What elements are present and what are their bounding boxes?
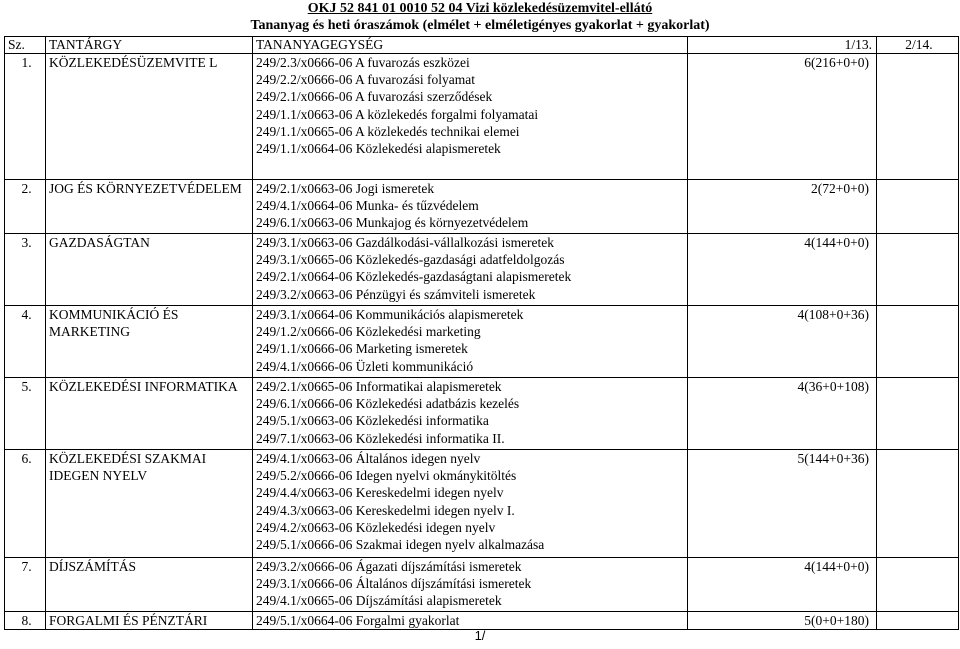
- row-total-hours: 5(144+0+36): [688, 450, 877, 558]
- row-total-hours: 2(72+0+0): [688, 180, 877, 234]
- page-number: 1/: [474, 628, 486, 643]
- module-item: 249/1.2/x0666-06 Közlekedési marketing: [256, 324, 481, 340]
- table-row: [5, 306, 959, 378]
- table-row: [5, 558, 959, 612]
- module-item: 249/6.1/x0663-06 Munkajog és környezetvédelem: [256, 215, 529, 231]
- header-col14: 2/14.: [877, 37, 959, 54]
- table-row: [5, 378, 959, 450]
- row-modules: [253, 306, 688, 378]
- header-col13: 1/13.: [688, 37, 877, 54]
- header-num: Sz.: [5, 37, 46, 54]
- module-item: 249/3.2/x0666-06 Ágazati díjszámítási ismeretek: [256, 559, 522, 574]
- module-item: 249/4.1/x0663-06 Általános idegen nyelv: [256, 451, 481, 466]
- module-item: 249/1.1/x0663-06 A közlekedés forgalmi folyamatai: [256, 106, 539, 122]
- row-col14: [877, 558, 959, 612]
- module-item: 249/2.1/x0663-06 Jogi ismeretek: [256, 181, 435, 196]
- row-col14: [877, 180, 959, 234]
- module-item: 249/2.1/x0664-06 Közlekedés-gazdaságtani alapismeretek: [256, 269, 572, 285]
- row-number: 7.: [5, 558, 46, 612]
- row-subject: FORGALMI ÉS PÉNZTÁRI: [46, 612, 253, 630]
- module-item: 249/4.2/x0663-06 Közlekedési idegen nyelv: [256, 519, 496, 535]
- row-col14: [877, 378, 959, 450]
- row-modules: [253, 180, 688, 234]
- row-number: 1.: [5, 54, 46, 180]
- row-subject: KÖZLEKEDÉSÜZEMVITE L: [46, 54, 253, 180]
- table-header-row: [5, 37, 959, 54]
- document-title: OKJ 52 841 01 0010 52 04 Vizi közlekedésüzemvitel-ellátó: [307, 1, 653, 16]
- table-body: [5, 54, 959, 630]
- module-item: 249/5.1/x0666-06 Szakmai idegen nyelv alkalmazása: [256, 537, 545, 553]
- row-col14: [877, 612, 959, 630]
- module-item: 249/3.2/x0663-06 Pénzügyi és számviteli ismeretek: [256, 286, 536, 302]
- module-item: 249/5.1/x0664-06 Forgalmi gyakorlat: [256, 613, 460, 628]
- module-item: 249/6.1/x0666-06 Közlekedési adatbázis kezelés: [256, 396, 520, 412]
- module-item: 249/5.2/x0666-06 Idegen nyelvi okmánykitöltés: [256, 468, 517, 484]
- table-row: [5, 450, 959, 558]
- module-item: 249/1.1/x0664-06 Közlekedési alapismeretek: [256, 141, 501, 157]
- header-modules: TANANYAGEGYSÉG: [253, 37, 688, 54]
- row-modules: [253, 558, 688, 612]
- row-subject: DÍJSZÁMÍTÁS: [46, 558, 253, 612]
- row-total-hours: 4(144+0+0): [688, 558, 877, 612]
- module-item: 249/4.1/x0666-06 Üzleti kommunikáció: [256, 358, 474, 374]
- row-total-hours: 4(108+0+36): [688, 306, 877, 378]
- table-row: [5, 54, 959, 180]
- module-item: 249/3.1/x0666-06 Általános díjszámítási ismeretek: [256, 576, 532, 592]
- module-item: 249/3.1/x0665-06 Közlekedés-gazdasági adatfeldolgozás: [256, 252, 565, 268]
- module-item: 249/2.3/x0666-06 A fuvarozás eszközei: [256, 55, 470, 70]
- module-item: 249/4.1/x0664-06 Munka- és tűzvédelem: [256, 198, 479, 214]
- row-total-hours: 4(144+0+0): [688, 234, 877, 306]
- module-item: 249/2.2/x0666-06 A fuvarozási folyamat: [256, 72, 475, 88]
- row-number: 8.: [5, 612, 46, 630]
- module-item: 249/5.1/x0663-06 Közlekedési informatika: [256, 413, 489, 429]
- module-item: 249/3.1/x0663-06 Gazdálkodási-vállalkozási ismeretek: [256, 235, 555, 250]
- module-item: 249/4.4/x0663-06 Kereskedelmi idegen nyelv: [256, 485, 504, 501]
- row-modules: [253, 234, 688, 306]
- row-number: 5.: [5, 378, 46, 450]
- row-subject: KOMMUNIKÁCIÓ ÉS MARKETING: [46, 306, 253, 378]
- module-item: 249/2.1/x0666-06 A fuvarozási szerződések: [256, 89, 493, 105]
- header-subject: TANTÁRGY: [46, 37, 253, 54]
- row-total-hours: 6(216+0+0): [688, 54, 877, 180]
- row-modules: [253, 54, 688, 180]
- row-number: 2.: [5, 180, 46, 234]
- row-subject: JOG ÉS KÖRNYEZETVÉDELEM: [46, 180, 253, 234]
- row-col14: [877, 54, 959, 180]
- row-modules: [253, 612, 688, 630]
- row-total-hours: 4(36+0+108): [688, 378, 877, 450]
- row-col14: [877, 306, 959, 378]
- row-modules: [253, 450, 688, 558]
- table-row: [5, 180, 959, 234]
- table-row: [5, 234, 959, 306]
- document-subtitle: Tananyag és heti óraszámok (elmélet + elméletigényes gyakorlat + gyakorlat): [250, 18, 710, 33]
- table-row: [5, 612, 959, 630]
- row-number: 3.: [5, 234, 46, 306]
- row-col14: [877, 234, 959, 306]
- curriculum-table: [4, 36, 959, 630]
- row-subject: KÖZLEKEDÉSI INFORMATIKA: [46, 378, 253, 450]
- row-total-hours: 5(0+0+180): [688, 612, 877, 630]
- module-item: 249/1.1/x0665-06 A közlekedés technikai elemei: [256, 123, 520, 139]
- module-item: 249/3.1/x0664-06 Kommunikációs alapismeretek: [256, 307, 524, 322]
- row-col14: [877, 450, 959, 558]
- module-item: 249/4.3/x0663-06 Kereskedelmi idegen nyelv I.: [256, 502, 515, 518]
- row-subject: KÖZLEKEDÉSI SZAKMAI IDEGEN NYELV: [46, 450, 253, 558]
- module-item: 249/7.1/x0663-06 Közlekedési informatika II.: [256, 430, 505, 446]
- row-subject: GAZDASÁGTAN: [46, 234, 253, 306]
- row-modules: [253, 378, 688, 450]
- module-item: 249/4.1/x0665-06 Díjszámítási alapismeretek: [256, 593, 502, 609]
- module-item: 249/2.1/x0665-06 Informatikai alapismeretek: [256, 379, 502, 394]
- module-item: 249/1.1/x0666-06 Marketing ismeretek: [256, 341, 468, 357]
- row-number: 4.: [5, 306, 46, 378]
- row-number: 6.: [5, 450, 46, 558]
